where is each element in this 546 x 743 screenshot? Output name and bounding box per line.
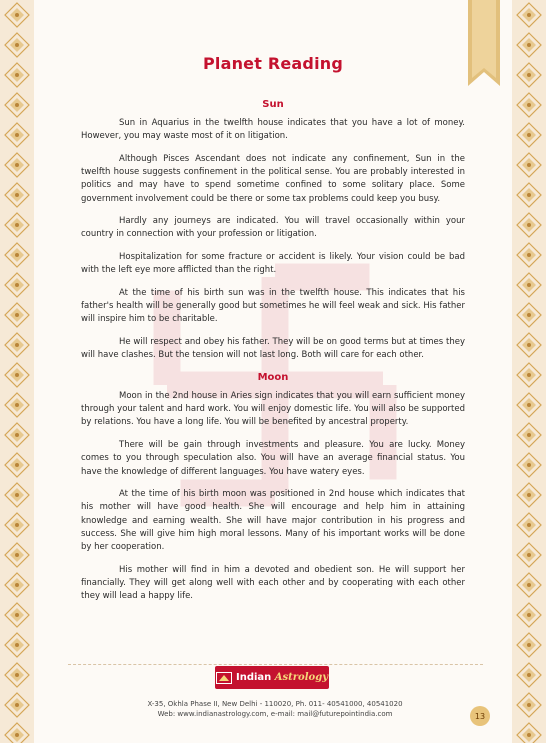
paragraph: There will be gain through investments and pleasure. You are lucky. Money comes to you through speculation also. You will have an average financial status. You have the knowledge of different languages. You have watery eyes. <box>81 440 465 477</box>
ribbon-bookmark-icon <box>468 0 500 86</box>
paragraph: At the time of his birth sun was in the twelfth house. This indicates that his father's health will be generally good but sometimes he will feel weak and sick. His father will inspire him to be charitable. <box>81 288 465 325</box>
address-line: X-35, Okhla Phase II, New Delhi - 110020, Ph. 011- 40541000, 40541020 <box>147 700 403 708</box>
sun-section <box>81 99 465 363</box>
paragraph: Although Pisces Ascendant does not indicate any confinement, Sun in the twelfth house suggests confinement in the political sense. You are probably interested in politics and may have to spend sometime confined to some solitary place. Some government involvement could be there or some tax problems could keep you busy. <box>81 153 465 204</box>
page-number-badge: 13 <box>470 706 490 726</box>
left-decorative-border <box>0 0 34 743</box>
moon-section <box>81 372 465 603</box>
paragraph: Sun in Aquarius in the twelfth house indicates that you have a lot of money. However, you may waste most of it on litigation. <box>81 118 465 142</box>
paragraph: He will respect and obey his father. They will be on good terms but at times they will have clashes. But the tension will not last long. Both will care for each other. <box>81 337 465 361</box>
paragraph: His mother will find in him a devoted and obedient son. He will support her financially. They will get along well with each other and by cooperating with each other they will lead a happy life. <box>81 564 465 602</box>
right-border-pattern <box>512 0 546 743</box>
main-content <box>81 48 465 613</box>
footer-address <box>90 699 460 719</box>
contact-line[interactable]: Web: www.indianastrology.com, e-mail: mail@futurepointindia.com <box>157 710 393 718</box>
brand-name-part2: Astrology <box>274 672 328 683</box>
logo-emblem-icon <box>216 672 232 684</box>
brand-name <box>236 672 328 683</box>
section-heading-sun: Sun <box>262 99 284 110</box>
right-decorative-border <box>512 0 546 743</box>
paragraph: Moon in the 2nd house in Aries sign indicates that you will earn sufficient money through your talent and hard work. You will enjoy domestic life. You will also be supported by relations. You have a long life. You will be benefited by ancestral property. <box>81 391 465 428</box>
section-heading-moon: Moon <box>257 372 289 384</box>
left-border-pattern <box>0 0 34 743</box>
paragraph: Hardly any journeys are indicated. You will travel occasionally within your country in connection with your profession or litigation. <box>81 216 465 240</box>
paragraph: Hospitalization for some fracture or accident is likely. Your vision could be bad with the left eye more afflicted than the right. <box>81 252 465 276</box>
page-title: Planet Reading <box>202 54 344 73</box>
brand-logo[interactable] <box>215 666 329 689</box>
brand-name-part1: Indian <box>236 672 272 683</box>
paragraph: At the time of his birth moon was positioned in 2nd house which indicates that his mother will have good health. She will encourage and help him in attaining knowledge and earning wealth. She will have major contribution in his progress and success. She will give him high moral lessons. Many of his important works will be done by her cooperation. <box>81 489 465 553</box>
